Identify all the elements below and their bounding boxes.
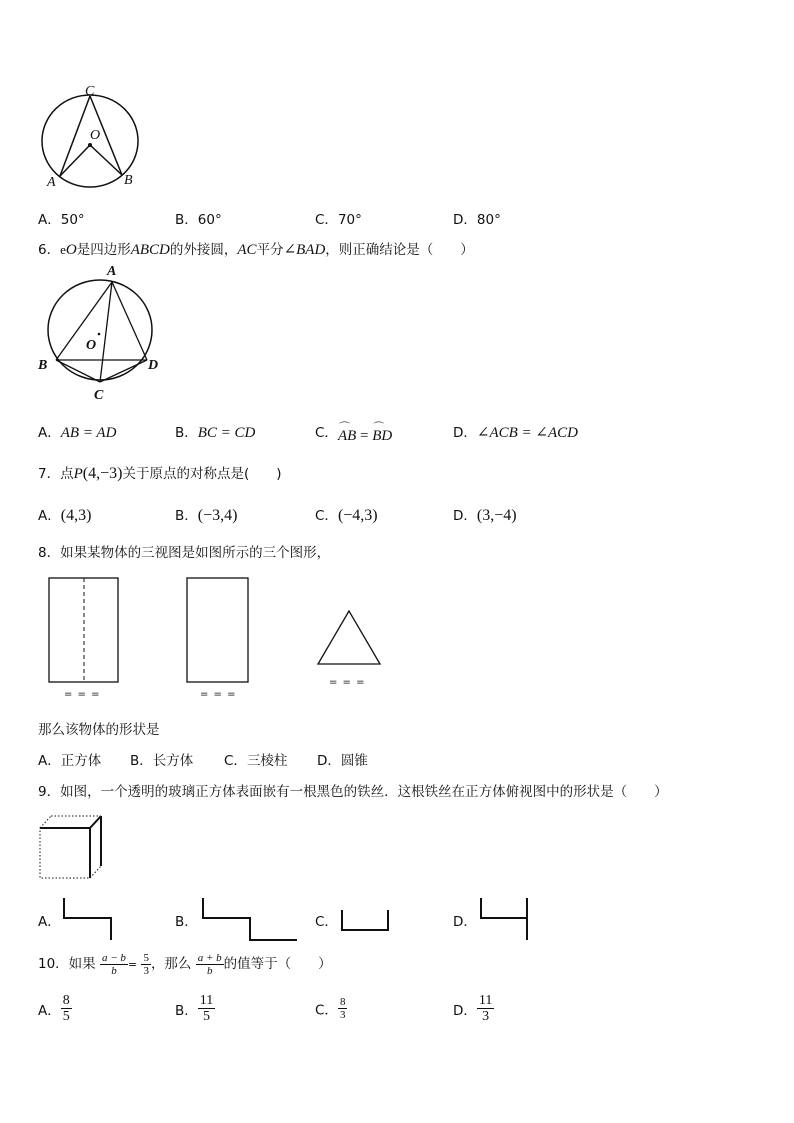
option-text: (3,−4) [476, 507, 517, 524]
option-fraction [198, 993, 215, 1025]
q10-text1: ，那么 [150, 955, 192, 972]
option-letter: D． [453, 914, 477, 930]
question-number: 10．如果 [38, 955, 96, 972]
math-coords: (4,−3) [82, 465, 123, 482]
fraction-5-over-3 [141, 952, 151, 977]
arc-ab: ⌒ AB [338, 428, 356, 445]
option-letter: C． [315, 508, 338, 524]
option-letter: D． [453, 508, 477, 524]
numerator: 11 [199, 993, 214, 1008]
option-letter: A． [38, 914, 61, 930]
numerator: a + b [197, 952, 222, 964]
denominator: b [111, 965, 117, 978]
option-fraction [61, 993, 72, 1025]
q8-followup: 那么该物体的形状是 [38, 722, 160, 738]
numerator: 8 [62, 993, 70, 1008]
label-b: B [124, 173, 133, 188]
fraction-a-minus-b-over-b [100, 952, 128, 977]
denominator: 3 [339, 1009, 346, 1022]
equals-sign: = [356, 428, 373, 444]
option-letter: C． [224, 753, 247, 769]
option-text: 80° [476, 212, 501, 228]
option-letter: B． [175, 212, 198, 228]
option-letter: B． [175, 1002, 198, 1019]
q9-shape-a [64, 898, 111, 940]
fraction-a-plus-b-over-b [196, 952, 224, 977]
option-letter: D． [317, 753, 341, 769]
option-text: (−4,3) [337, 507, 378, 524]
denominator: 3 [477, 1008, 494, 1024]
option-letter: B． [130, 753, 153, 769]
option-text: AB = AD [60, 425, 117, 441]
option-letter: B． [175, 508, 198, 524]
option-letter: C． [315, 212, 338, 228]
option-letter: B． [175, 914, 198, 930]
denominator: 5 [62, 1009, 70, 1025]
label-b: B [38, 358, 48, 373]
option-fraction [477, 993, 494, 1025]
numerator: 8 [339, 996, 346, 1008]
front-view-caption: = = = [64, 689, 101, 700]
option-letter: A． [38, 425, 61, 441]
equals-sign: = [127, 958, 138, 972]
question-number: 6． [38, 242, 61, 258]
option-letter: C． [315, 425, 338, 441]
q10-option-c[interactable] [315, 996, 347, 1021]
label-o: O [86, 338, 97, 353]
q6-text1: 是四边形 [76, 242, 131, 258]
denominator: 3 [143, 965, 149, 978]
q9-shape-c [342, 910, 388, 930]
option-letter: D． [453, 212, 477, 228]
denominator: 5 [198, 1008, 215, 1024]
circle-symbol: e [60, 242, 66, 257]
option-letter: A． [38, 508, 61, 524]
numerator: 11 [478, 993, 493, 1008]
option-text: 长方体 [152, 753, 194, 769]
option-letter: D． [453, 1002, 477, 1019]
numerator: 5 [143, 952, 149, 964]
denominator: b [206, 965, 213, 978]
label-a: A [107, 264, 117, 279]
question-number: 7．点 [38, 466, 74, 482]
q7-text: 关于原点的对称点是( ) [122, 466, 282, 482]
q6-text2: 的外接圆， [169, 242, 238, 258]
q9-shape-d [481, 898, 527, 918]
side-view-caption: = = = [200, 689, 237, 700]
option-text: (−3,4) [197, 507, 238, 524]
q10-option-d[interactable] [453, 993, 494, 1025]
label-d: D [148, 358, 159, 373]
option-text: BC = CD [197, 425, 256, 441]
q10-option-b[interactable] [175, 993, 215, 1025]
option-letter: A． [38, 753, 61, 769]
q10-question [38, 952, 332, 977]
option-letter: D． [453, 425, 477, 441]
option-text: 正方体 [60, 753, 102, 769]
option-text: 50° [60, 212, 85, 228]
option-letter: B． [175, 425, 198, 441]
math-ac: AC [237, 242, 257, 258]
q9-question: 9．如图，一个透明的玻璃正方体表面嵌有一根黑色的铁丝．这根铁丝在正方体俯视图中的形状是（ ） [38, 784, 668, 800]
label-a: A [47, 175, 56, 190]
option-letter: C． [315, 1002, 338, 1019]
option-text: ∠ACB = ∠ACD [476, 425, 578, 441]
q6-text4: ，则正确结论是（ ） [325, 242, 474, 258]
option-text: (4,3) [60, 507, 92, 524]
option-text: 60° [197, 212, 222, 228]
option-text: 70° [337, 212, 362, 228]
option-letter: A． [38, 212, 61, 228]
option-letter: C． [315, 914, 338, 930]
math-abcd: ABCD [130, 242, 170, 258]
q6-text3: 平分 [256, 242, 284, 258]
option-letter: A． [38, 1002, 61, 1019]
option-text: 三棱柱 [246, 753, 288, 769]
label-c: C [85, 84, 95, 99]
q8-question: 8．如果某物体的三视图是如图所示的三个图形， [38, 545, 331, 561]
option-fraction [338, 996, 348, 1021]
label-o: O [90, 128, 101, 143]
numerator: a − b [101, 952, 126, 964]
math-o: O [65, 242, 77, 258]
q10-option-a[interactable] [38, 993, 72, 1025]
option-text: 圆锥 [340, 753, 368, 769]
q9-shape-b [203, 898, 297, 940]
label-c: C [94, 388, 104, 403]
math-p: P [73, 466, 83, 482]
top-view-caption: = = = [329, 677, 366, 688]
math-angle-bad: ∠BAD [283, 242, 326, 258]
q10-text2: 的值等于（ ） [223, 955, 332, 972]
arc-bd: ⌒ BD [372, 428, 392, 445]
